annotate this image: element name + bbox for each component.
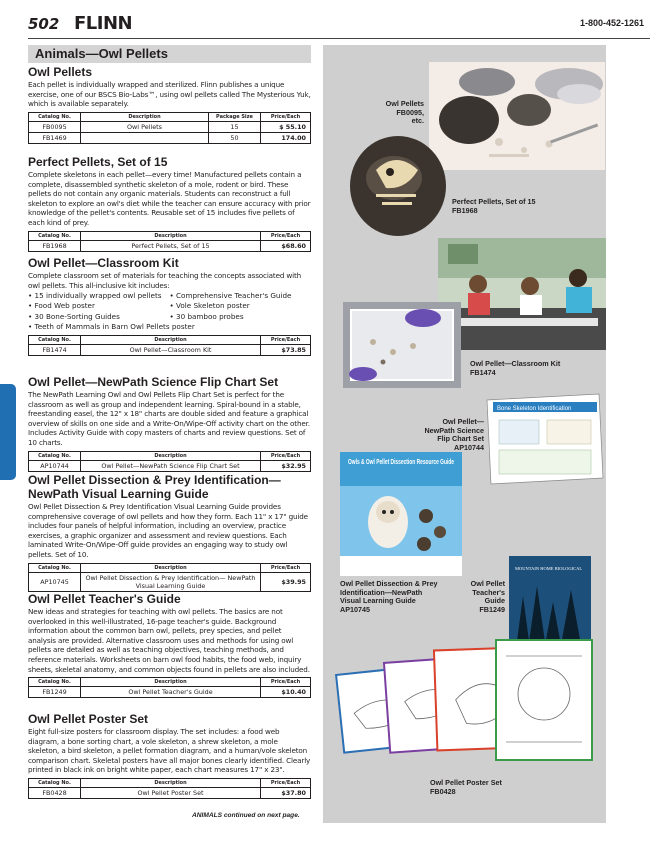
section-tab	[0, 384, 16, 480]
price-table	[28, 112, 311, 144]
caption-name: Perfect Pellets, Set of 15	[452, 197, 536, 206]
product-description: Complete classroom set of materials for teaching the concepts associated with owl pellets. This all-inclusive kit includes:	[28, 271, 302, 290]
col-catalog: Catalog No.	[29, 563, 81, 572]
col-price: Price/Each	[261, 778, 311, 787]
price: $37.80	[261, 787, 311, 798]
continued-note: ANIMALS continued on next page.	[192, 812, 300, 819]
product-dissection-guide	[28, 473, 311, 592]
catalog-number: FB1249	[29, 687, 81, 698]
list-item: • 30 Bone-Sorting Guides	[28, 312, 170, 322]
catalog-number: FB1968	[29, 240, 81, 251]
table-row	[29, 572, 311, 591]
caption-catalog: FB0095, etc.	[396, 107, 424, 126]
table-row	[29, 345, 311, 356]
caption-catalog: FB1474	[470, 367, 496, 377]
item-description: Owl Pellets	[81, 121, 209, 132]
section-title: Animals—Owl Pellets	[35, 46, 168, 61]
poster-set-photo	[336, 638, 600, 778]
list-item: • Comprehensive Teacher's Guide	[170, 291, 312, 301]
product-description: Complete skeletons in each pellet—every time! Manufactured pellets contain a complete, disassembled synthetic skeleton of a mole, rodent or bird. These pellets do not contain any organic materials. Students can reconstruct a full skeleton to explore an owl's diet while the teacher can ensure accuracy with prior knowledge of the pellet's contents. Reusable set of 15 includes five pellets of each kind of prey.	[28, 170, 311, 227]
classroom-kit-photo	[343, 302, 461, 388]
item-description: Owl Pellet Teacher's Guide	[81, 687, 261, 698]
caption-dissection-guide	[340, 580, 440, 614]
col-price: Price/Each	[261, 678, 311, 687]
item-description: Perfect Pellets, Set of 15	[81, 240, 261, 251]
catalog-number: AP10745	[29, 572, 81, 591]
kit-contents-list	[28, 291, 311, 332]
caption-name: Owl Pellets	[385, 99, 424, 108]
product-title: Owl Pellet Teacher's Guide	[28, 592, 181, 606]
col-price: Price/Each	[261, 231, 311, 240]
product-title: Perfect Pellets, Set of 15	[28, 155, 168, 169]
product-perfect-pellets	[28, 155, 311, 252]
price-table	[28, 677, 311, 698]
classroom-photo	[438, 238, 606, 350]
catalog-number: FB1474	[29, 345, 81, 356]
page-number: 502	[28, 15, 60, 33]
col-description: Description	[81, 778, 261, 787]
col-description: Description	[81, 336, 261, 345]
catalog-number: FB1469	[29, 132, 81, 143]
page-header	[28, 12, 650, 38]
product-owl-pellets	[28, 65, 311, 144]
dissection-cover-title: Owls & Owl Pellet Dissection Resource Guide	[348, 459, 455, 466]
caption-teacher-guide	[450, 580, 505, 614]
col-catalog: Catalog No.	[29, 451, 81, 460]
col-catalog: Catalog No.	[29, 678, 81, 687]
table-row	[29, 687, 311, 698]
header-rule	[28, 38, 650, 39]
table-row	[29, 121, 311, 132]
col-catalog: Catalog No.	[29, 231, 81, 240]
package-size: 50	[209, 132, 261, 143]
product-description: Owl Pellet Dissection & Prey Identification Visual Learning Guide provides comprehensive coverage of owl pellets and how they form. Each 11" x 17" guide includes four panels of helpful information, including an overview, practice exercises, a graphic organizer and assessment and review questions. Each laminated Write-On/Wipe-Off guide provides an engaging way to study owl pellets. Set of 10.	[28, 502, 308, 559]
table-row	[29, 460, 311, 471]
item-description: Owl Pellet—Classroom Kit	[81, 345, 261, 356]
col-description: Description	[81, 231, 261, 240]
caption-flip-chart	[414, 418, 484, 452]
col-catalog: Catalog No.	[29, 112, 81, 121]
list-item: • 30 bamboo probes	[170, 312, 312, 322]
col-package: Package Size	[209, 112, 261, 121]
price-table	[28, 451, 311, 472]
caption-catalog: FB1968	[452, 205, 478, 215]
caption-name: Owl Pellet Poster Set	[430, 778, 502, 787]
col-description: Description	[81, 563, 261, 572]
product-teacher-guide	[28, 592, 311, 698]
phone-number: 1-800-452-1261	[579, 18, 644, 28]
dissection-guide-photo	[340, 452, 462, 576]
price: $ 55.10	[261, 121, 311, 132]
brand-logo: FLINN	[74, 13, 133, 34]
product-title: Owl Pellets	[28, 65, 93, 79]
list-item: • 15 individually wrapped owl pellets	[28, 291, 170, 301]
product-poster-set	[28, 712, 311, 799]
col-price: Price/Each	[261, 563, 311, 572]
table-row	[29, 240, 311, 251]
product-classroom-kit	[28, 256, 311, 356]
caption-classroom-kit	[470, 360, 560, 377]
price: $32.95	[261, 460, 311, 471]
col-price: Price/Each	[261, 336, 311, 345]
flip-cover-title: Bone Skeleton Identification	[497, 406, 572, 412]
item-description: Owl Pellet Poster Set	[81, 787, 261, 798]
price: 174.00	[261, 132, 311, 143]
price: $73.85	[261, 345, 311, 356]
product-description: The NewPath Learning Owl and Owl Pellets Flip Chart Set is perfect for the classroom as well as group and independent learning. Spiral-bound in a stable, freestanding easel, the 12" x 18" charts are double sided and feature a graphical overview of skills on one side and a Write-On/Wipe-Off activity chart on the other. Includes Activity Guide with copy masters of charts and review questions. Set of 10 charts.	[28, 390, 310, 447]
caption-poster-set	[430, 779, 502, 796]
list-item: • Vole Skeleton poster	[170, 301, 312, 311]
flip-chart-photo	[487, 394, 605, 484]
col-catalog: Catalog No.	[29, 778, 81, 787]
table-row	[29, 132, 311, 143]
col-price: Price/Each	[261, 112, 311, 121]
item-description: Owl Pellet Dissection & Prey Identification— NewPath Visual Learning Guide	[81, 572, 261, 591]
price-table	[28, 335, 311, 356]
price: $68.60	[261, 240, 311, 251]
price-table	[28, 231, 311, 252]
table-row	[29, 787, 311, 798]
catalog-number: FB0095	[29, 121, 81, 132]
list-item: • Teeth of Mammals in Barn Owl Pellets poster	[28, 322, 311, 332]
package-size: 15	[209, 121, 261, 132]
col-description: Description	[81, 451, 261, 460]
col-description: Description	[81, 112, 209, 121]
catalog-number: FB0428	[29, 787, 81, 798]
caption-name: Owl Pellet—Classroom Kit	[470, 359, 561, 368]
product-flip-chart	[28, 375, 311, 472]
price-table	[28, 563, 311, 592]
caption-name: Owl Pellet Teacher's Guide	[470, 579, 505, 606]
product-title: Owl Pellet Poster Set	[28, 712, 149, 726]
product-description: Each pellet is individually wrapped and sterilized. Flinn publishes a unique exercise, one of our BSCS Bio-Labs™, using owl pellets called The Mysterious Yuk, which is available separately.	[28, 80, 311, 109]
owl-pellets-photo	[429, 62, 605, 170]
product-title: Owl Pellet Dissection & Prey Identification— NewPath Visual Learning Guide	[28, 473, 281, 501]
product-title: Owl Pellet—NewPath Science Flip Chart Set	[28, 375, 279, 389]
caption-catalog: FB0428	[430, 786, 456, 796]
item-description	[81, 132, 209, 143]
caption-owl-pellets	[384, 100, 424, 126]
caption-name: Owl Pellet—NewPath Science Flip Chart Set	[424, 417, 484, 444]
catalog-number: AP10744	[29, 460, 81, 471]
guide-cover-publisher: MOUNTAIN HOME BIOLOGICAL	[515, 566, 583, 571]
product-description: Eight full-size posters for classroom display. The set includes: a food web diagram, a bone sorting chart, a vole skeleton, a shrew skeleton, a mole skeleton, a bird skeleton, a pellet formation diagram, and a human/vole skeleton comparison chart. Skeletal posters have all major bones clearly identified. Clearly printed in black ink on bright white paper, each chart measures 17" x 23".	[28, 727, 311, 775]
section-header	[28, 45, 311, 63]
price: $10.40	[261, 687, 311, 698]
caption-perfect-pellets	[452, 198, 536, 215]
item-description: Owl Pellet—NewPath Science Flip Chart Set	[81, 460, 261, 471]
perfect-pellet-photo	[346, 130, 450, 240]
product-title: Owl Pellet—Classroom Kit	[28, 256, 179, 270]
price-table	[28, 778, 311, 799]
caption-catalog: FB1249	[479, 604, 505, 614]
price: $39.95	[261, 572, 311, 591]
list-item: • Food Web poster	[28, 301, 170, 311]
col-description: Description	[81, 678, 261, 687]
caption-catalog: AP10744	[454, 442, 484, 452]
caption-name: Owl Pellet Dissection & Prey Identification—NewPath Visual Learning Guide	[340, 579, 438, 606]
col-price: Price/Each	[261, 451, 311, 460]
col-catalog: Catalog No.	[29, 336, 81, 345]
product-description: New ideas and strategies for teaching with owl pellets. The basics are not overlooked in this well-illustrated, 16-page teacher's guide. Background information about the common barn owl, pellets, prey species, and pellet analysis are provided. Alternative classroom uses and methods for using owl pellets are detailed as well as teaching objectives, teaching methods, and reference materials. Worksheets on barn owl food habits, the food web, inquiry sheets, skeletal anatomy, and common objects found in pellets are also included.	[28, 607, 310, 674]
caption-catalog: AP10745	[340, 604, 370, 614]
